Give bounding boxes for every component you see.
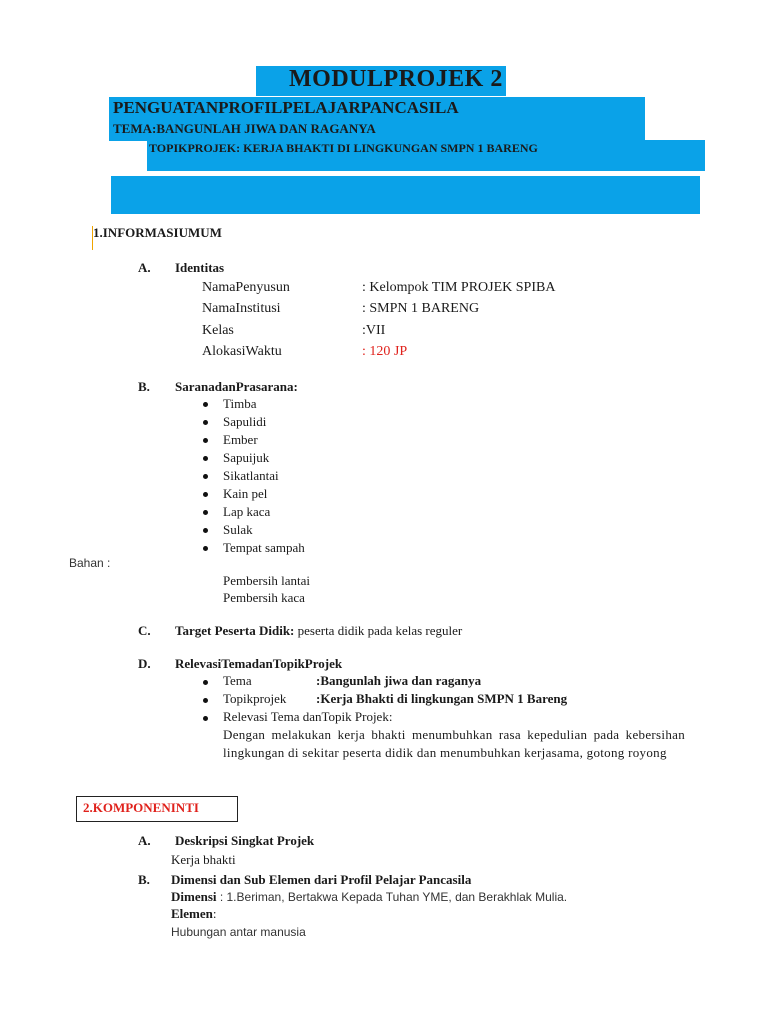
topik-label: Topikprojek [223,691,287,706]
page-subtitle: PENGUATANPROFILPELAJARPANCASILA [113,98,459,117]
relevasi-paragraph: Dengan melakukan kerja bhakti menumbuhkan rasa kepedulian pada kebersihan lingkungan di sekitar peserta didik dan menumbuhkan kerjasama, gotong royong [223,727,685,760]
sarana-item: Sapuijuk [223,450,270,465]
section2-b-letter: B. [138,872,150,887]
bullet-icon [203,402,208,407]
target-title: Target Peserta Didik: [175,623,295,638]
elemen-suffix: : [212,906,217,921]
identitas-value-institusi: : SMPN 1 BARENG [362,301,480,316]
topic-line: TOPIKPROJEK: KERJA BHAKTI DI LINGKUNGAN SMPN 1 BARENG [149,141,538,155]
dimensi-label: Dimensi [171,889,217,904]
bullet-icon [203,438,208,443]
bahan-item: Pembersih kaca [223,590,305,605]
sarana-item: Tempat sampah [223,540,305,555]
bullet-icon [203,680,208,685]
bahan-item: Pembersih lantai [223,573,311,588]
identitas-label-institusi: NamaInstitusi [202,301,281,316]
bullet-icon [203,474,208,479]
sarana-item: Sulak [223,522,253,537]
bullet-icon [203,528,208,533]
section1-c-letter: C. [138,623,151,638]
dimensi-title: Dimensi dan Sub Elemen dari Profil Pelajar Pancasila [171,872,472,887]
dimensi-text: : 1.Beriman, Bertakwa Kepada Tuhan YME, dan Berakhlak Mulia. [216,890,568,904]
sarana-item: Lap kaca [223,504,271,519]
dimensi-line [171,888,567,906]
topik-value: :Kerja Bhakti di lingkungan SMPN 1 Bareng [316,691,568,706]
empty-banner [111,176,700,214]
sarana-item: Sapulidi [223,414,267,429]
relevasi-title: RelevasiTemadanTopikProjek [175,656,343,671]
identitas-value-waktu: : 120 JP [362,344,408,359]
bahan-label: Bahan : [69,556,111,570]
sarana-item: Sikatlantai [223,468,279,483]
elemen-text: Hubungan antar manusia [171,925,306,939]
section1-b-letter: B. [138,379,150,394]
deskripsi-title: Deskripsi Singkat Projek [175,833,315,848]
identitas-value-penyusun: : Kelompok TIM PROJEK SPIBA [362,280,556,295]
deskripsi-text: Kerja bhakti [171,852,236,867]
tema-value: :Bangunlah jiwa dan raganya [316,673,482,688]
section1-d-letter: D. [138,656,151,671]
tema-label: Tema [223,673,252,688]
sarana-item: Timba [223,396,257,411]
identitas-label-penyusun: NamaPenyusun [202,280,290,295]
target-line [175,623,462,639]
relevasi-label: Relevasi Tema danTopik Projek: [223,709,393,724]
identitas-value-kelas: :VII [362,323,386,338]
bullet-icon [203,698,208,703]
sarana-item: Kain pel [223,486,268,501]
bullet-icon [203,420,208,425]
bullet-icon [203,546,208,551]
target-text: peserta didik pada kelas reguler [294,623,463,638]
page-title: MODULPROJEK 2 [289,66,503,92]
identitas-label-waktu: AlokasiWaktu [202,344,282,359]
section2-a-letter: A. [138,833,151,848]
section2-heading: 2.KOMPONENINTI [83,800,199,815]
section1-heading: 1.INFORMASIUMUM [93,225,222,240]
section1-a-letter: A. [138,260,151,275]
bullet-icon [203,492,208,497]
sarana-item: Ember [223,432,258,447]
sarana-title: SaranadanPrasarana: [175,379,298,394]
bullet-icon [203,456,208,461]
identitas-label-kelas: Kelas [202,323,234,338]
bullet-icon [203,716,208,721]
identitas-title: Identitas [175,260,225,275]
elemen-line [171,905,217,923]
bullet-icon [203,510,208,515]
theme-line: TEMA:BANGUNLAH JIWA DAN RAGANYA [113,121,376,136]
elemen-label: Elemen [171,906,213,921]
